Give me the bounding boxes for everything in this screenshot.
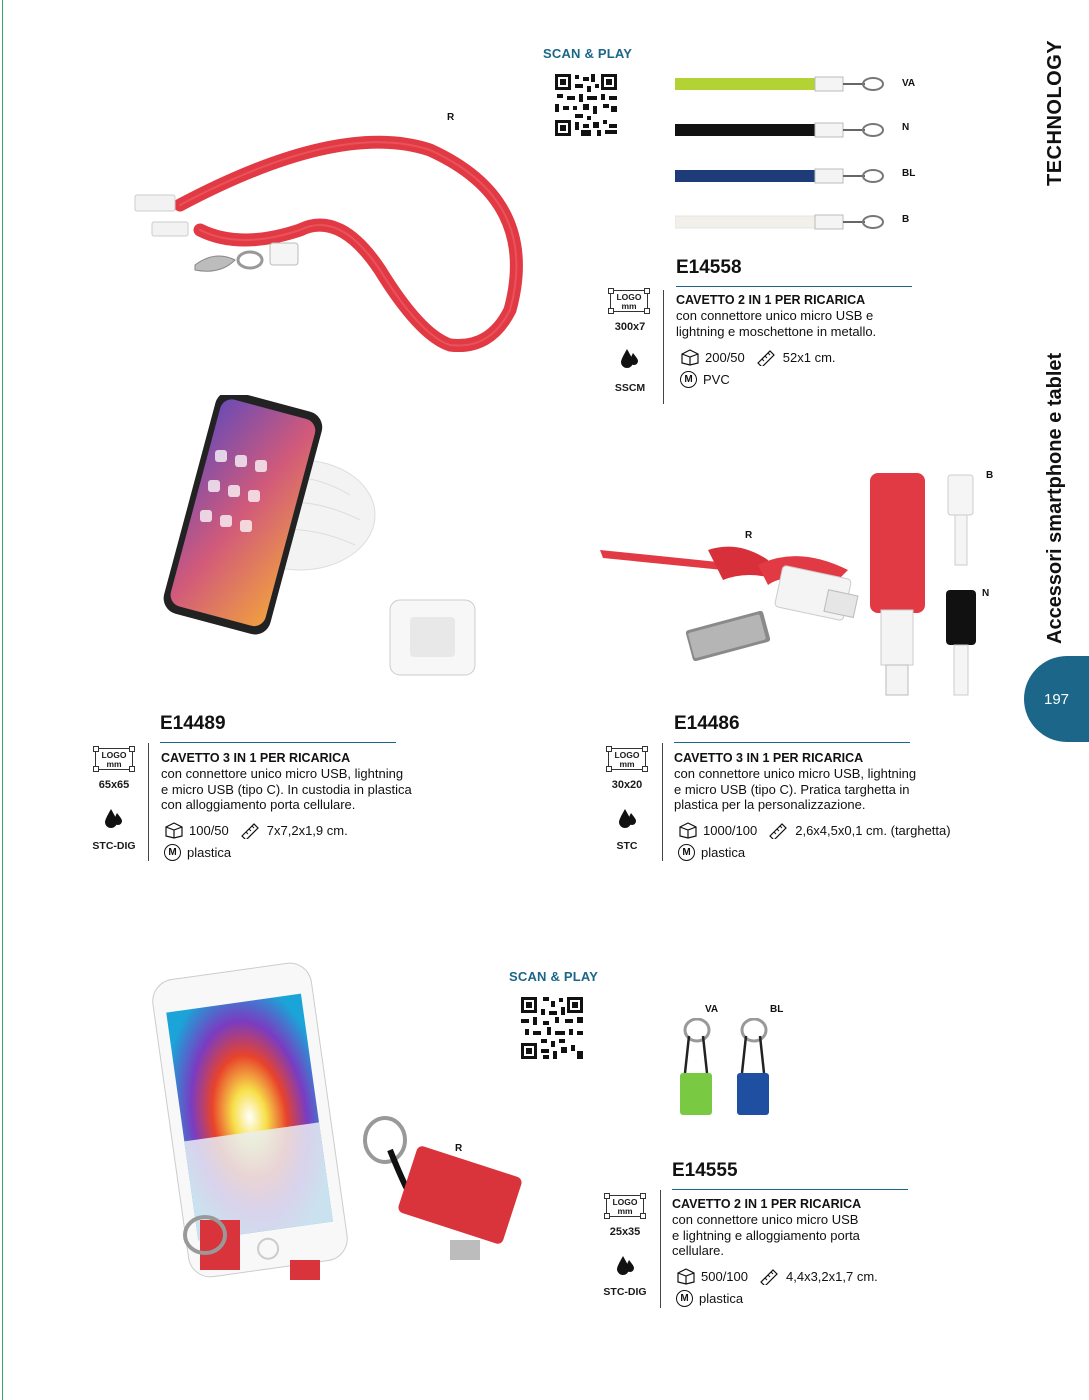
dimensions: 7x7,2x1,9 cm. <box>266 822 348 838</box>
product-title: CAVETTO 2 IN 1 PER RICARICA <box>672 1197 862 1211</box>
product-code-e14489: E14489 <box>160 713 226 734</box>
product-material <box>678 844 745 861</box>
page-number: 197 <box>1043 690 1070 708</box>
qr-code-icon <box>519 995 585 1061</box>
variant-strip-bl <box>675 169 883 183</box>
color-label-r: R <box>455 1143 463 1154</box>
dimensions: 2,6x4,5x0,1 cm. (targhetta) <box>795 822 951 838</box>
material-icon: M <box>680 371 697 388</box>
code-underline <box>672 1189 908 1190</box>
description-line: e micro USB (tipo C). Pratica targhetta in <box>674 781 910 797</box>
print-technique: STC-DIG <box>603 1286 647 1298</box>
description-line: e micro USB (tipo C). In custodia in plastica <box>161 781 412 797</box>
product-material <box>680 371 730 388</box>
description-line: con connettore unico micro USB, lightning <box>674 766 917 781</box>
variant-label-va: VA <box>705 1004 719 1015</box>
variant-strip-n <box>675 123 883 137</box>
scan-play-label: SCAN & PLAY <box>509 969 599 984</box>
variant-label-va: VA <box>902 78 916 89</box>
logo-size-icon <box>95 748 133 770</box>
print-area: 30x20 <box>611 779 643 791</box>
code-underline <box>674 742 910 743</box>
section-title: TECHNOLOGY <box>1044 39 1066 186</box>
product-image-e14486 <box>598 470 1008 705</box>
product-description <box>672 1212 932 1259</box>
ink-drop-icon <box>618 808 636 828</box>
page-number-tab <box>1024 656 1089 742</box>
logo-size-icon <box>608 748 646 770</box>
product-description <box>161 766 441 813</box>
scan-play-label: SCAN & PLAY <box>543 46 633 61</box>
logo-label: LOGO <box>612 1197 638 1207</box>
product-material <box>164 844 231 861</box>
logo-unit: mm <box>617 1206 633 1216</box>
box-icon <box>164 821 184 839</box>
description-line: cellulare. <box>672 1243 725 1258</box>
product-description <box>676 308 916 339</box>
box-icon <box>676 1267 696 1285</box>
description-line: lightning e moschettone in metallo. <box>676 323 877 339</box>
print-technique: STC <box>616 840 638 852</box>
material-icon: M <box>678 844 695 861</box>
product-code-e14555: E14555 <box>672 1160 738 1181</box>
product-specs <box>678 821 951 839</box>
material: plastica <box>187 845 232 860</box>
logo-unit: mm <box>621 301 637 311</box>
description-line: plastica per la personalizzazione. <box>674 797 866 812</box>
logo-size-icon <box>606 1195 644 1217</box>
product-image-e14555 <box>150 960 530 1310</box>
print-area: 300x7 <box>614 321 646 333</box>
material: plastica <box>701 845 746 860</box>
code-underline <box>160 742 396 743</box>
product-image-e14558 <box>120 110 540 360</box>
color-label-r: R <box>447 112 455 123</box>
variant-strip-va <box>675 77 883 91</box>
variant-keyrings <box>675 1018 785 1118</box>
divider-line <box>662 743 663 861</box>
ruler-icon <box>767 821 789 839</box>
logo-label: LOGO <box>101 750 127 760</box>
ink-drop-icon <box>104 808 122 828</box>
print-area: 25x35 <box>609 1226 641 1238</box>
code-underline <box>676 286 912 287</box>
description-line: con connettore unico micro USB <box>672 1212 859 1227</box>
packaging: 1000/100 <box>703 822 758 838</box>
product-code-e14558: E14558 <box>676 257 742 278</box>
ruler-icon <box>758 1267 780 1285</box>
product-description <box>674 766 964 813</box>
ink-drop-icon <box>620 348 638 368</box>
description-line: con connettore unico micro USB, lightning <box>161 766 404 781</box>
logo-unit: mm <box>619 759 635 769</box>
qr-code-icon <box>553 72 619 138</box>
variant-strip-b <box>675 215 883 229</box>
variant-strips <box>675 70 900 240</box>
product-code-e14486: E14486 <box>674 713 740 734</box>
description-line: con alloggiamento porta cellulare. <box>161 797 356 812</box>
print-area: 65x65 <box>98 779 130 791</box>
product-image-e14489 <box>160 395 490 685</box>
material: plastica <box>699 1291 744 1306</box>
material-icon: M <box>164 844 181 861</box>
logo-unit: mm <box>106 759 122 769</box>
product-specs <box>164 821 348 839</box>
logo-size-icon <box>610 290 648 312</box>
box-icon <box>680 348 700 366</box>
variant-keyring-bl <box>737 1019 769 1115</box>
print-technique: STC-DIG <box>92 840 136 852</box>
product-title: CAVETTO 2 IN 1 PER RICARICA <box>676 293 866 307</box>
logo-label: LOGO <box>614 750 640 760</box>
packaging: 500/100 <box>701 1268 748 1284</box>
variant-label-n: N <box>982 588 990 599</box>
packaging: 200/50 <box>705 349 745 365</box>
product-specs <box>680 348 836 366</box>
material-icon: M <box>676 1290 693 1307</box>
logo-label: LOGO <box>616 292 642 302</box>
color-label-r: R <box>745 530 753 541</box>
box-icon <box>678 821 698 839</box>
ink-drop-icon <box>616 1255 634 1275</box>
section-subtitle: Accessori smartphone e tablet <box>1044 352 1066 644</box>
print-technique: SSCM <box>614 382 646 394</box>
variant-label-b: B <box>902 214 910 225</box>
product-specs <box>676 1267 878 1285</box>
ruler-icon <box>755 348 777 366</box>
product-title: CAVETTO 3 IN 1 PER RICARICA <box>674 751 864 765</box>
material: PVC <box>703 372 730 387</box>
packaging: 100/50 <box>189 822 229 838</box>
variant-label-bl: BL <box>770 1004 784 1015</box>
variant-label-b: B <box>986 470 994 481</box>
divider-line <box>660 1190 661 1308</box>
product-title: CAVETTO 3 IN 1 PER RICARICA <box>161 751 351 765</box>
variant-keyring-va <box>680 1019 712 1115</box>
ruler-icon <box>239 821 261 839</box>
description-line: e lightning e alloggiamento porta <box>672 1227 860 1243</box>
page-edge-rule <box>2 0 3 1400</box>
product-material <box>676 1290 743 1307</box>
variant-label-n: N <box>902 122 910 133</box>
description-line: con connettore unico micro USB e <box>676 308 874 323</box>
dimensions: 52x1 cm. <box>782 349 836 365</box>
dimensions: 4,4x3,2x1,7 cm. <box>786 1268 878 1284</box>
variant-label-bl: BL <box>902 168 916 179</box>
